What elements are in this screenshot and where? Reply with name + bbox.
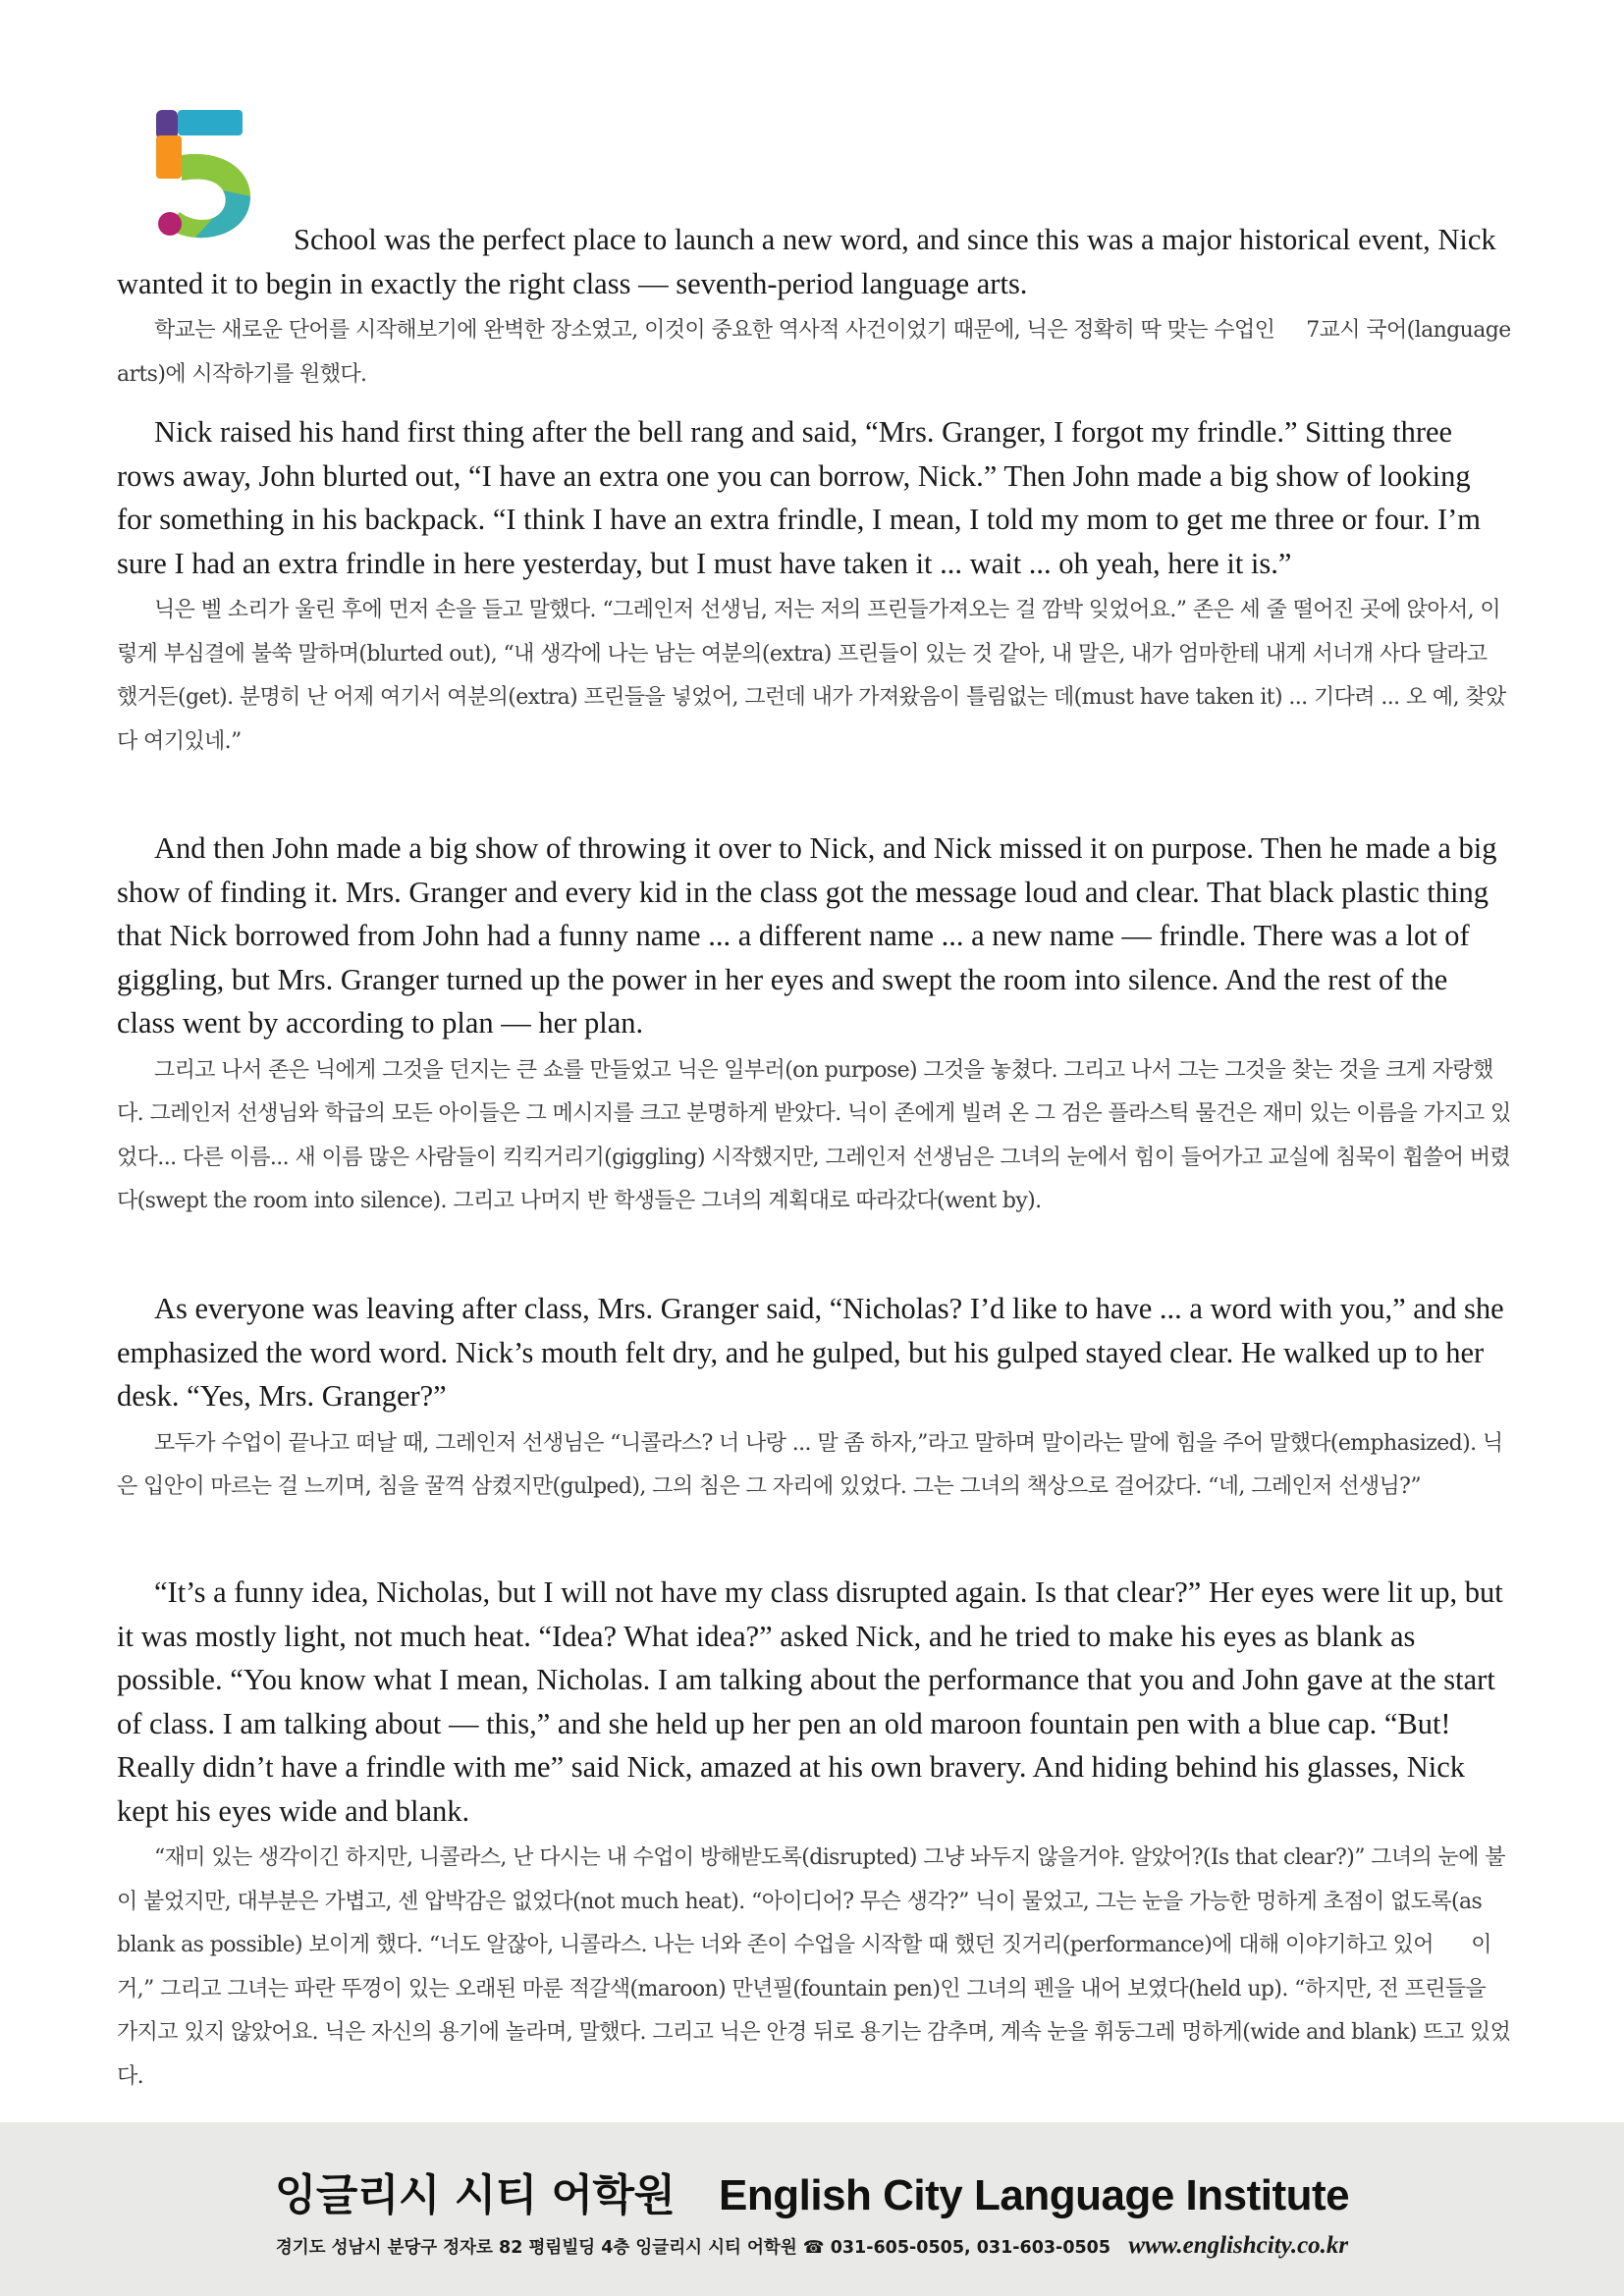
chapter-number: 5 — [201, 188, 202, 189]
footer-bar — [0, 2122, 1624, 2296]
institute-address: 경기도 성남시 분당구 정자로 82 평림빌딩 4층 잉글리시 시티 어학원 ☎ 031-605-0505, 031-603-0505 — [275, 2238, 1111, 2258]
institute-name-english: English City Language Institute — [719, 2171, 1350, 2219]
paragraph-2 — [117, 410, 1511, 764]
paragraph-4-korean: 모두가 수업이 끝나고 떠날 때, 그레인저 선생님은 “니콜라스? 너 나랑 ... 말 좀 하자,”라고 말하며 말이라는 말에 힘을 주어 말했다(emphasized). 닉은 입안이 마르는 걸 느끼며, 침을 꿀꺽 삼켰지만(gulped), 그의 침은 그 자리에 있었다. 그는 그녀의 책상으로 걸어갔다. “네, 그레인저 선생님?” — [117, 1430, 1503, 1499]
footer-contact — [0, 2232, 1624, 2260]
paragraph-1-english: School was the perfect place to launch a new word, and since this was a major historical event, Nick wanted it to begin in exactly the right class — seventh-period language arts. — [117, 223, 1504, 300]
paragraph-1 — [117, 218, 1518, 397]
paragraph-5-korean: “재미 있는 생각이긴 하지만, 니콜라스, 난 다시는 내 수업이 방해받도록(disrupted) 그냥 놔두지 않을거야. 알았어?(Is that clear?)” 그녀의 눈에 불이 붙었지만, 대부분은 가볍고, 센 압박감은 없었다(not much heat). “아이디어? 무슨 생각?” 닉이 물었고, 그는 눈을 가능한 멍하게 초점이 없도록(as blank as possible) 보이게 했다. “너도 알잖아, 니콜라스. 나는 너와 존이 수업을 시작할 때 했던 짓거리(performance)에 대해 이야기하고 있어 이거,” 그리고 그녀는 파란 뚜껑이 있는 오래된 마룬 적갈색(maroon) 만년필(fountain pen)인 그녀의 펜을 내어 보였다(held up). “하지만, 전 프린들을 가지고 있지 않았어요. 닉은 자신의 용기에 놀라며, 말했다. 그리고 닉은 안경 뒤로 용기는 감추며, 계속 눈을 휘둥그레 멍하게(wide and blank) 뜨고 있었다. — [117, 1845, 1511, 2089]
paragraph-4 — [117, 1287, 1511, 1510]
paragraph-5-english: “It’s a funny idea, Nicholas, but I will not have my class disrupted again. Is that clear?” Her eyes were lit up, but it was mostly light, not much heat. “Idea? What idea?” asked Nick, and he tried to make his eyes as blank as possible. “You know what I mean, Nicholas. I am talking about the performance that you and John gave at the start of class. I am talking about — this,” and she held up her pen an old maroon fountain pen with a blue cap. “But! Really didn’t have a frindle with me” said Nick, amazed at his own bravery. And hiding behind his glasses, Nick kept his eyes wide and blank. — [117, 1575, 1511, 1828]
paragraph-4-english: As everyone was leaving after class, Mrs. Granger said, “Nicholas? I’d like to have ... a word with you,” and she emphasized the word word. Nick’s mouth felt dry, and he gulped, but his gulped stayed clear. He walked up to her desk. “Yes, Mrs. Granger?” — [117, 1292, 1512, 1413]
paragraph-3-english: And then John made a big show of throwing it over to Nick, and Nick missed it on purpose. Then he made a big show of finding it. Mrs. Granger and every kid in the class got the message loud and clear. That black plastic thing that Nick borrowed from John had a funny name ... a different name ... a new name — frindle. There was a lot of giggling, but Mrs. Granger turned up the power in her eyes and swept the room into silence. And the rest of the class went by according to plan — her plan. — [117, 831, 1505, 1040]
institute-name-korean: 잉글리시 시티 어학원 — [274, 2170, 676, 2220]
paragraph-3 — [117, 827, 1511, 1224]
chapter-five-stem — [156, 135, 182, 179]
website-link[interactable]: www.englishcity.co.kr — [1128, 2232, 1349, 2259]
paragraph-1-korean: 학교는 새로운 단어를 시작해보기에 완벽한 장소였고, 이것이 중요한 역사적 사건이었기 때문에, 닉은 정확히 딱 맞는 수업인 7교시 국어(language arts)에 시작하기를 원했다. — [117, 318, 1518, 387]
paragraph-5 — [117, 1571, 1511, 2099]
chapter-five-top-stroke — [156, 110, 178, 139]
paragraph-3-korean: 그리고 나서 존은 닉에게 그것을 던지는 큰 쇼를 만들었고 닉은 일부러(on purpose) 그것을 놓쳤다. 그리고 나서 그는 그것을 찾는 것을 크게 자랑했다. 그레인저 선생님와 학급의 모든 아이들은 그 메시지를 크고 분명하게 받았다. 닉이 존에게 빌려 온 그 검은 플라스틱 물건은 재미 있는 이름을 가지고 있었다... 다른 이름... 새 이름 많은 사람들이 킥킥거리기(giggling) 시작했지만, 그레인저 선생님은 그녀의 눈에서 힘이 들어가고 교실에 침묵이 휩쓸어 버렸다(swept the room into silence). 그리고 나머지 반 학생들은 그녀의 계획대로 따라갔다(went by). — [117, 1057, 1511, 1213]
paragraph-2-korean: 닉은 벨 소리가 울린 후에 먼저 손을 들고 말했다. “그레인저 선생님, 저는 저의 프린들가져오는 걸 깜박 잊었어요.” 존은 세 줄 떨어진 곳에 앉아서, 이렇게 부심결에 불쑥 말하며(blurted out), “내 생각에 나는 남는 여분의(extra) 프린들이 있는 것 같아, 내 말은, 내가 엄마한테 내게 서너개 사다 달라고 했거든(get). 분명히 난 어제 여기서 여분의(extra) 프린들을 넣었어, 그런데 내가 가져왔음이 틀림없는 데(must have taken it) ... 기다려 ... 오 예, 찾았다 여기있네.” — [117, 598, 1506, 754]
paragraph-2-english: Nick raised his hand first thing after the bell rang and said, “Mrs. Granger, I forgot my frindle.” Sitting three rows away, John blurted out, “I have an extra one you can borrow, Nick.” Then John made a big show of looking for something in his backpack. “I think I have an extra frindle, I mean, I told my mom to get me three or four. I’m sure I had an extra frindle in here yesterday, but I must have taken it ... wait ... oh yeah, here it is.” — [117, 415, 1489, 580]
footer-institute-name — [0, 2160, 1624, 2222]
chapter-five-top-bar — [178, 110, 243, 135]
